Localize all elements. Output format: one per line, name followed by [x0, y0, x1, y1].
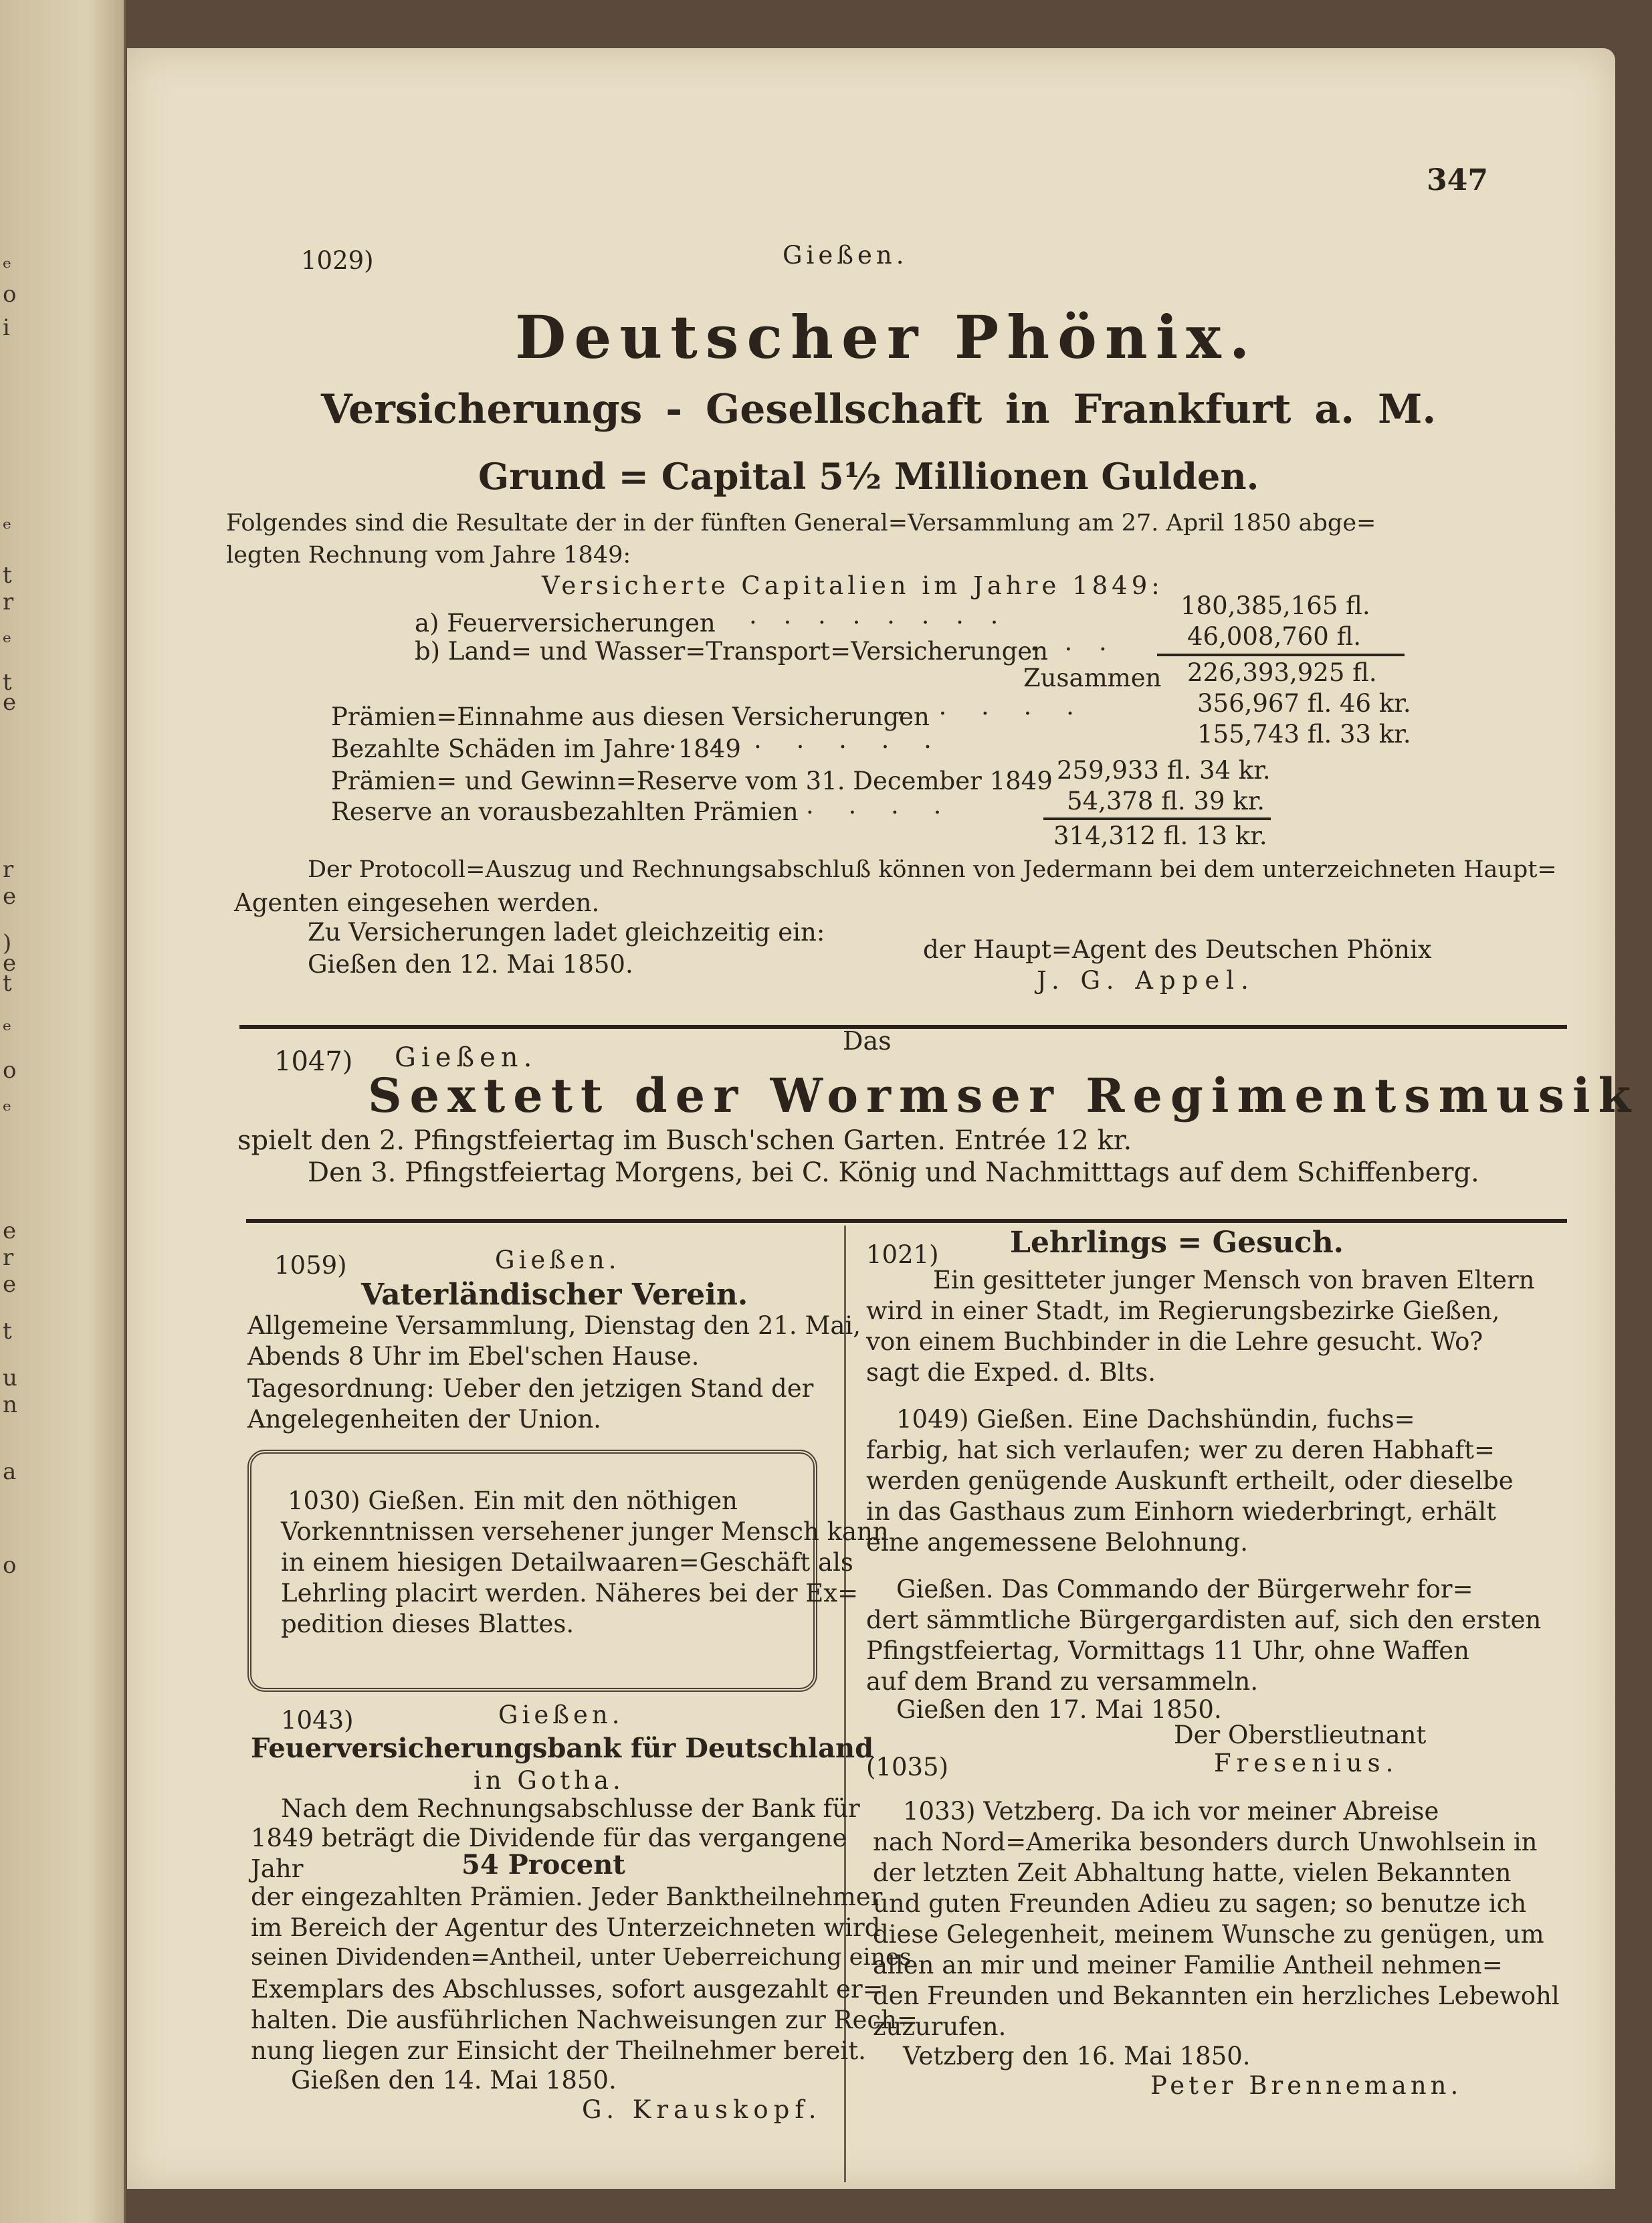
ad-line: dert sämmtliche Bürgergardisten auf, sich den ersten: [866, 1606, 1542, 1634]
margin-letter: o: [3, 1552, 17, 1579]
margin-letter: o: [3, 1057, 17, 1084]
ad-line: wird in einer Stadt, im Regierungsbezirke Gießen,: [866, 1296, 1500, 1325]
ad-number: 1029): [301, 246, 374, 275]
row-label: b) Land= und Wasser=Transport=Versicherungen: [415, 637, 1049, 666]
margin-letter: n: [3, 1391, 17, 1418]
ad-line: 1033) Vetzberg. Da ich vor meiner Abreise: [903, 1797, 1439, 1826]
margin-letter: t: [3, 669, 12, 696]
margin-letter: t: [3, 1318, 12, 1345]
margin-letter: ): [3, 930, 12, 957]
ad-number: 1021): [866, 1240, 939, 1269]
ad-das: Das: [843, 1026, 892, 1056]
ad-number: (1035): [866, 1753, 949, 1781]
ad-date: Gießen den 12. Mai 1850.: [308, 950, 633, 979]
row-value: 46,008,760 fl.: [1187, 622, 1362, 651]
ad-line: im Bereich der Agentur des Unterzeichneten wird: [251, 1913, 881, 1942]
row-dots: . . .: [1030, 627, 1116, 656]
ad-line: der letzten Zeit Abhaltung hatte, vielen Bekannten: [873, 1858, 1512, 1887]
signature-title: Der Oberstlieutnant: [1174, 1721, 1427, 1749]
margin-letter: ᵉ: [3, 1017, 12, 1044]
ad-line: der eingezahlten Prämien. Jeder Banktheilnehmer: [251, 1882, 883, 1911]
ad-line: nach Nord=Amerika besonders durch Unwohlsein in: [873, 1828, 1538, 1856]
margin-letter: ᵉ: [3, 515, 12, 542]
signature-name: Fresenius.: [1214, 1749, 1399, 1777]
ad-line: pedition dieses Blattes.: [281, 1610, 575, 1638]
ad-line: seinen Dividenden=Antheil, unter Ueberreichung eines: [251, 1944, 912, 1971]
ad-line: eine angemessene Belohnung.: [866, 1528, 1248, 1557]
page-number: 347: [1427, 163, 1488, 197]
ad-line-1: spielt den 2. Pfingstfeiertag im Busch'schen Garten. Entrée 12 kr.: [237, 1125, 1132, 1156]
margin-letter: e: [3, 950, 17, 977]
ad-line: Allgemeine Versammlung, Dienstag den 21. Mai,: [247, 1311, 861, 1340]
invite-line: Zu Versicherungen ladet gleichzeitig ein:: [308, 918, 825, 947]
ad-title: Sextett der Wormser Regimentsmusik: [368, 1068, 1639, 1123]
ad-title: Vaterländischer Verein.: [361, 1278, 748, 1312]
ad-number: 1047): [274, 1046, 353, 1077]
margin-letter: e: [3, 1271, 17, 1298]
ad-line: Angelegenheiten der Union.: [247, 1405, 601, 1434]
margin-letter: t: [3, 562, 12, 589]
ad-title: Feuerversicherungsbank für Deutschland: [251, 1733, 874, 1764]
margin-letter: i: [3, 314, 10, 341]
ad-place: Gießen.: [783, 241, 908, 270]
ad-signature: G. Krauskopf.: [582, 2095, 822, 2124]
ad-line: in das Gasthaus zum Einhorn wiederbringt, erhält: [866, 1497, 1497, 1526]
margin-letter: t: [3, 970, 12, 997]
margin-letter: ᵉ: [3, 254, 12, 281]
ad-line: Jahr: [251, 1854, 304, 1883]
ad-title: Lehrlings = Gesuch.: [1010, 1226, 1344, 1260]
ad-place: Gießen.: [495, 1246, 621, 1274]
premium-label: Prämien=Einnahme aus diesen Versicherungen: [331, 702, 930, 731]
signature-name: J. G. Appel.: [1037, 966, 1255, 995]
sum-rule: [1157, 654, 1405, 656]
premium-value: 155,743 fl. 33 kr.: [1197, 720, 1411, 749]
ad-line: werden genügende Auskunft ertheilt, oder dieselbe: [866, 1466, 1514, 1495]
signature-title: der Haupt=Agent des Deutschen Phönix: [923, 935, 1432, 964]
reserve-value: 54,378 fl. 39 kr.: [1067, 787, 1265, 815]
ad-signature: Peter Brennemann.: [1150, 2071, 1463, 2100]
reserve-value: 259,933 fl. 34 kr.: [1057, 756, 1271, 785]
margin-letter: a: [3, 1458, 17, 1485]
margin-letter: o: [3, 281, 17, 308]
reserve-sum: 314,312 fl. 13 kr.: [1053, 821, 1267, 850]
ad-line: und guten Freunden Adieu zu sagen; so benutze ich: [873, 1889, 1527, 1918]
ad-line: diese Gelegenheit, meinem Wunsche zu genügen, um: [873, 1920, 1544, 1949]
ad-line: 1030) Gießen. Ein mit den nöthigen: [288, 1486, 738, 1515]
ad-line: sagt die Exped. d. Blts.: [866, 1358, 1156, 1387]
ad-place: Gießen.: [498, 1701, 624, 1729]
ad-percent: 54 Procent: [461, 1849, 625, 1880]
ad-place: Gießen.: [395, 1042, 538, 1073]
intro-line-2: legten Rechnung vom Jahre 1849:: [226, 542, 631, 569]
newspaper-page: [127, 48, 1639, 2189]
reserve-label: Reserve an vorausbezahlten Prämien: [331, 797, 799, 826]
ad-date: Vetzberg den 16. Mai 1850.: [903, 2042, 1251, 2070]
ad-capital: Grund = Capital 5½ Millionen Gulden.: [478, 455, 1259, 498]
section-divider: [239, 1025, 1567, 1029]
margin-letter: e: [3, 883, 17, 910]
ad-number: 1059): [274, 1251, 347, 1280]
ad-subtitle: Versicherungs - Gesellschaft in Frankfurt a. M.: [321, 386, 1437, 433]
ad-line: von einem Buchbinder in die Lehre gesucht. Wo?: [866, 1327, 1483, 1356]
ad-subtitle: in Gotha.: [474, 1766, 625, 1795]
margin-letter: e: [3, 689, 17, 716]
premium-dots: . . . . .: [896, 692, 1088, 720]
ad-line: zuzurufen.: [873, 2012, 1007, 2041]
margin-letter: r: [3, 1244, 14, 1271]
ad-line-2: Den 3. Pfingstfeiertag Morgens, bei C. König und Nachmitttags auf dem Schiffenberg.: [308, 1157, 1479, 1188]
premium-dots: . . . . . . .: [669, 725, 945, 754]
table-heading: Versicherte Capitalien im Jahre 1849:: [542, 571, 1164, 600]
ad-line: Nach dem Rechnungsabschlusse der Bank für: [281, 1794, 860, 1823]
ad-line: 1849 beträgt die Dividende für das vergangene: [251, 1824, 847, 1852]
ad-line: Lehrling placirt werden. Näheres bei der Ex=: [281, 1579, 859, 1608]
margin-letter: r: [3, 856, 14, 883]
ad-line: Pfingstfeiertag, Vormittags 11 Uhr, ohne Waffen: [866, 1636, 1470, 1665]
ad-line: allen an mir und meiner Familie Antheil nehmen=: [873, 1951, 1503, 1979]
margin-letter: e: [3, 1218, 17, 1244]
row-label: a) Feuerversicherungen: [415, 609, 716, 638]
ad-line: 1049) Gießen. Eine Dachshündin, fuchs=: [896, 1405, 1415, 1434]
ad-line: Ein gesitteter junger Mensch von braven Eltern: [933, 1266, 1535, 1294]
reserve-dots: . . . .: [806, 791, 955, 819]
premium-value: 356,967 fl. 46 kr.: [1197, 689, 1411, 718]
margin-letter: ᵉ: [3, 629, 12, 656]
ad-number: 1043): [281, 1706, 354, 1735]
ad-line: Abends 8 Uhr im Ebel'schen Hause.: [247, 1342, 700, 1371]
intro-line-1: Folgendes sind die Resultate der in der fünften General=Versammlung am 27. April 1850 abge=: [226, 510, 1376, 537]
ad-line: den Freunden und Bekannten ein herzliches Lebewohl: [873, 1982, 1560, 2010]
ad-line: halten. Die ausführlichen Nachweisungen zur Rech=: [251, 2006, 918, 2034]
ad-line: nung liegen zur Einsicht der Theilnehmer bereit.: [251, 2036, 866, 2065]
reserve-rule: [1043, 817, 1271, 820]
ad-line: in einem hiesigen Detailwaaren=Geschäft als: [281, 1548, 853, 1577]
ad-line: auf dem Brand zu versammeln.: [866, 1667, 1259, 1696]
facing-page-edge: [0, 0, 126, 2223]
ad-line: farbig, hat sich verlaufen; wer zu deren Habhaft=: [866, 1436, 1495, 1464]
section-divider: [246, 1219, 1567, 1223]
row-value: 180,385,165 fl.: [1180, 591, 1370, 620]
margin-letter: r: [3, 589, 14, 615]
premium-label: Bezahlte Schäden im Jahre 1849: [331, 735, 741, 763]
ad-line: Gießen. Das Commando der Bürgerwehr for=: [896, 1575, 1473, 1604]
ad-date: Gießen den 17. Mai 1850.: [896, 1695, 1222, 1724]
margin-letter: ᵉ: [3, 1097, 12, 1124]
ad-line: Vorkenntnissen versehener junger Mensch kann: [281, 1517, 889, 1546]
ad-line: Exemplars des Abschlusses, sofort ausgezahlt er=: [251, 1975, 884, 2004]
reserve-label: Prämien= und Gewinn=Reserve vom 31. December 1849: [331, 767, 1053, 795]
row-dots: . . . . . . . .: [749, 601, 1008, 630]
closing-line-1: Der Protocoll=Auszug und Rechnungsabschluß können von Jedermann bei dem unterzeichneten Haupt=: [308, 856, 1557, 883]
ad-title: Deutscher Phönix.: [515, 302, 1258, 372]
margin-letter: u: [3, 1365, 17, 1391]
sum-label: Zusammen: [1023, 664, 1162, 692]
closing-line-2: Agenten eingesehen werden.: [234, 888, 600, 917]
ad-date: Gießen den 14. Mai 1850.: [291, 2066, 617, 2095]
sum-value: 226,393,925 fl.: [1187, 658, 1377, 687]
ad-line: Tagesordnung: Ueber den jetzigen Stand der: [247, 1374, 814, 1403]
